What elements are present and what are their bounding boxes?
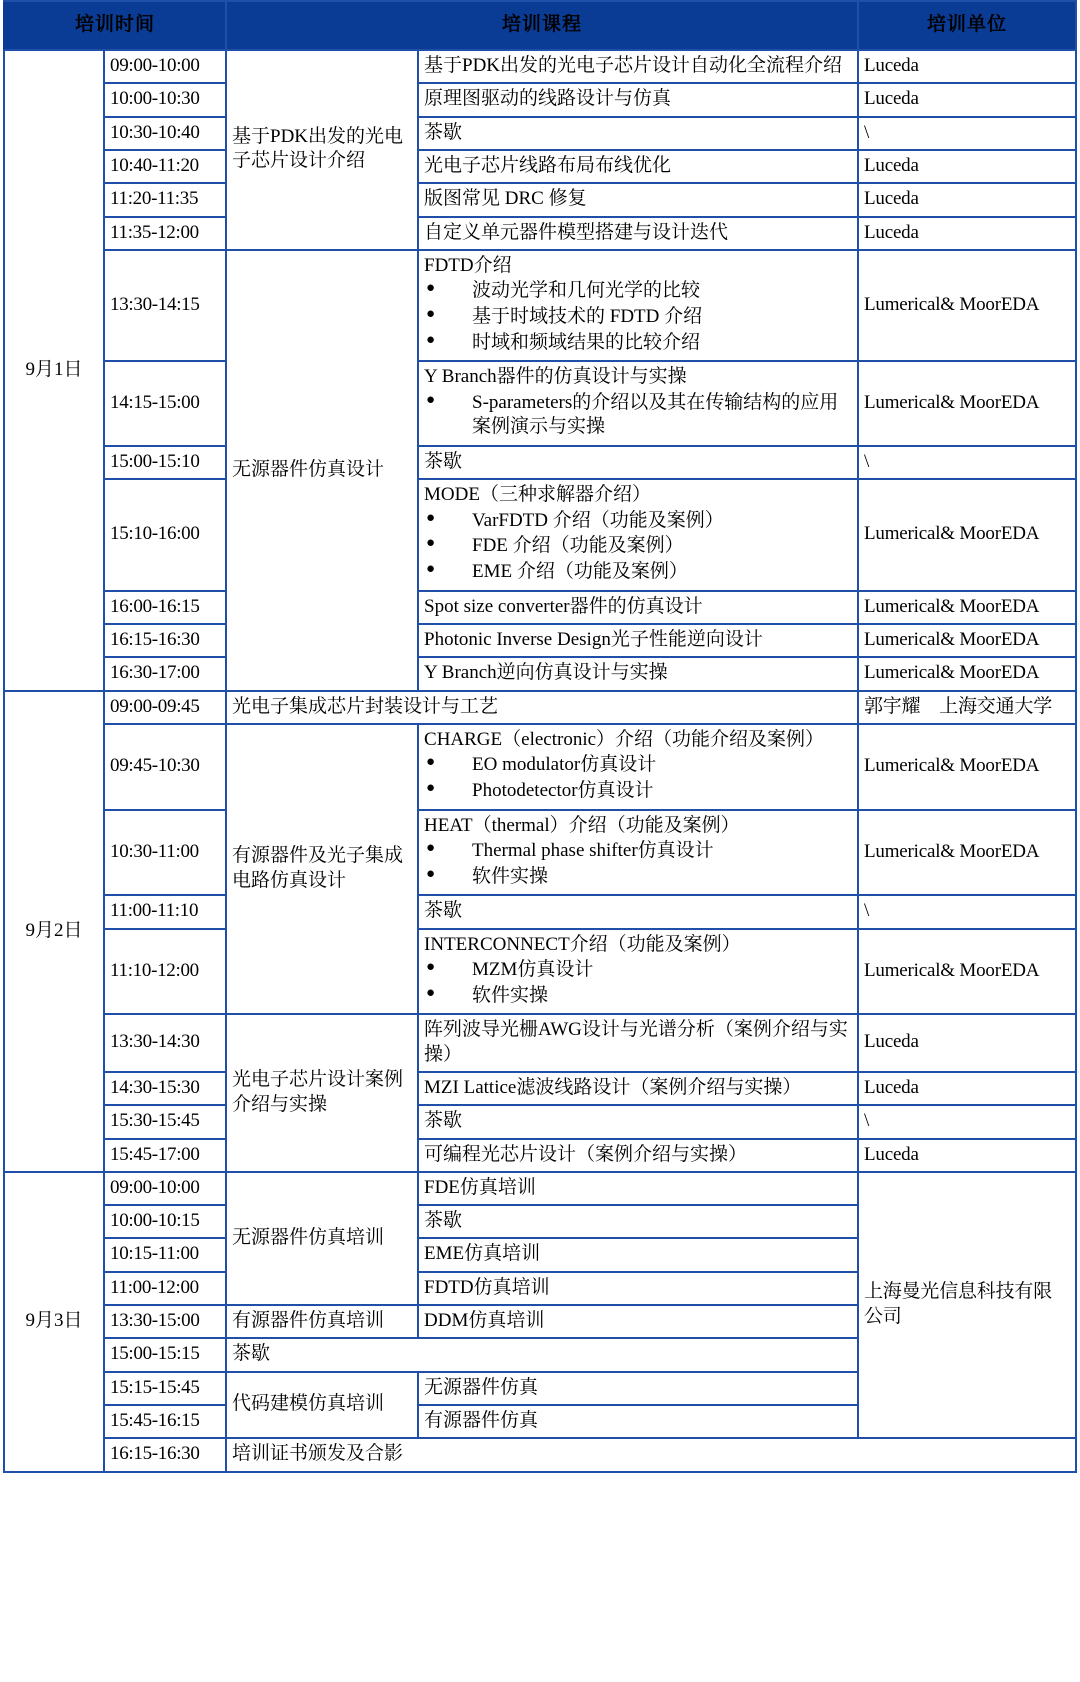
table-row <box>4 810 1076 896</box>
topic-cell: 基于PDK出发的光电子芯片设计介绍 <box>226 50 418 250</box>
time-cell: 15:15-15:45 <box>104 1372 226 1405</box>
table-row <box>4 1105 1076 1138</box>
course-cell: 版图常见 DRC 修复 <box>418 183 858 216</box>
time-cell: 10:30-11:00 <box>104 810 226 896</box>
course-cell: 茶歇 <box>418 895 858 928</box>
unit-cell: \ <box>858 1105 1076 1138</box>
time-cell: 16:15-16:30 <box>104 1438 226 1471</box>
course-bullet-item: ● Thermal phase shifter仿真设计 <box>424 839 852 864</box>
table-row <box>4 1014 1076 1072</box>
course-lead: HEAT（thermal）介绍（功能及案例） <box>424 814 740 836</box>
course-cell: Spot size converter器件的仿真设计 <box>418 591 858 624</box>
course-cell: 自定义单元器件模型搭建与设计迭代 <box>418 217 858 250</box>
time-cell: 09:00-10:00 <box>104 1172 226 1205</box>
topic-cell: 有源器件及光子集成电路仿真设计 <box>226 724 418 1014</box>
time-cell: 16:15-16:30 <box>104 624 226 657</box>
time-cell: 16:30-17:00 <box>104 657 226 690</box>
course-cell: 茶歇 <box>418 1205 858 1238</box>
course-lead: INTERCONNECT介绍（功能及案例） <box>424 933 741 955</box>
course-bullet-item: ● EME 介绍（功能及案例） <box>424 560 852 585</box>
table-row <box>4 217 1076 250</box>
table-row <box>4 691 1076 724</box>
topic-cell: 有源器件仿真培训 <box>226 1305 418 1338</box>
unit-cell: Lumerical& MoorEDA <box>858 624 1076 657</box>
time-cell: 11:00-12:00 <box>104 1272 226 1305</box>
unit-cell: Lumerical& MoorEDA <box>858 810 1076 896</box>
unit-cell: Luceda <box>858 1139 1076 1172</box>
table-header <box>4 1 1076 50</box>
time-cell: 15:00-15:15 <box>104 1338 226 1371</box>
course-cell <box>418 929 858 1015</box>
course-cell: 光电子芯片线路布局布线优化 <box>418 150 858 183</box>
unit-cell: Luceda <box>858 1072 1076 1105</box>
unit-cell: Lumerical& MoorEDA <box>858 657 1076 690</box>
time-cell: 13:30-14:30 <box>104 1014 226 1072</box>
time-cell: 09:00-10:00 <box>104 50 226 83</box>
course-lead: MODE（三种求解器介绍） <box>424 484 651 506</box>
course-bullet-item: ● EO modulator仿真设计 <box>424 753 852 778</box>
unit-cell: Lumerical& MoorEDA <box>858 724 1076 810</box>
course-bullet-item: ● MZM仿真设计 <box>424 958 852 983</box>
course-bullet-item: ● 基于时域技术的 FDTD 介绍 <box>424 305 852 330</box>
course-bullet-list <box>424 509 852 585</box>
course-cell <box>418 810 858 896</box>
table-row <box>4 1139 1076 1172</box>
unit-cell: Lumerical& MoorEDA <box>858 361 1076 446</box>
course-cell <box>418 361 858 446</box>
unit-cell: Luceda <box>858 50 1076 83</box>
day-cell-2: 9月2日 <box>4 691 104 1172</box>
unit-cell: Luceda <box>858 217 1076 250</box>
table-row <box>4 929 1076 1015</box>
course-cell <box>418 479 858 590</box>
time-cell: 10:15-11:00 <box>104 1238 226 1271</box>
time-cell: 15:00-15:10 <box>104 446 226 479</box>
table-row <box>4 83 1076 116</box>
course-bullet-item: ● VarFDTD 介绍（功能及案例） <box>424 509 852 534</box>
course-cell: FDE仿真培训 <box>418 1172 858 1205</box>
course-cell: 茶歇 <box>226 1338 858 1371</box>
course-cell: 光电子集成芯片封装设计与工艺 <box>226 691 858 724</box>
course-bullet-list <box>424 391 852 440</box>
course-bullet-list <box>424 839 852 889</box>
course-cell: 有源器件仿真 <box>418 1405 858 1438</box>
course-cell: DDM仿真培训 <box>418 1305 858 1338</box>
time-cell: 16:00-16:15 <box>104 591 226 624</box>
time-cell: 14:30-15:30 <box>104 1072 226 1105</box>
unit-cell: Lumerical& MoorEDA <box>858 479 1076 590</box>
unit-cell: 郭宇耀 上海交通大学 <box>858 691 1076 724</box>
header-training-course: 培训课程 <box>226 1 858 50</box>
course-bullet-item: ● FDE 介绍（功能及案例） <box>424 534 852 559</box>
course-bullet-item: ● 时域和频域结果的比较介绍 <box>424 331 852 356</box>
table-row <box>4 361 1076 446</box>
course-bullet-item: ● 软件实操 <box>424 865 852 890</box>
header-training-time: 培训时间 <box>4 1 226 50</box>
table-row <box>4 446 1076 479</box>
topic-cell: 光电子芯片设计案例介绍与实操 <box>226 1014 418 1172</box>
table-row <box>4 724 1076 810</box>
unit-cell: Luceda <box>858 183 1076 216</box>
header-training-unit: 培训单位 <box>858 1 1076 50</box>
time-cell: 13:30-14:15 <box>104 250 226 361</box>
topic-cell: 无源器件仿真设计 <box>226 250 418 691</box>
course-cell: FDTD仿真培训 <box>418 1272 858 1305</box>
course-bullet-list <box>424 958 852 1008</box>
time-cell: 11:00-11:10 <box>104 895 226 928</box>
unit-cell: Lumerical& MoorEDA <box>858 250 1076 361</box>
time-cell: 15:45-17:00 <box>104 1139 226 1172</box>
table-row <box>4 50 1076 83</box>
table-row <box>4 1438 1076 1471</box>
unit-cell: Lumerical& MoorEDA <box>858 929 1076 1015</box>
unit-cell: \ <box>858 117 1076 150</box>
unit-cell: Lumerical& MoorEDA <box>858 591 1076 624</box>
course-cell: 原理图驱动的线路设计与仿真 <box>418 83 858 116</box>
course-cell: 阵列波导光栅AWG设计与光谱分析（案例介绍与实操） <box>418 1014 858 1072</box>
time-cell: 11:20-11:35 <box>104 183 226 216</box>
schedule-table <box>3 0 1077 1473</box>
time-cell: 09:00-09:45 <box>104 691 226 724</box>
course-cell: 茶歇 <box>418 446 858 479</box>
course-bullet-item: ● 软件实操 <box>424 984 852 1009</box>
time-cell: 09:45-10:30 <box>104 724 226 810</box>
course-cell <box>418 250 858 361</box>
time-cell: 11:10-12:00 <box>104 929 226 1015</box>
course-cell: Photonic Inverse Design光子性能逆向设计 <box>418 624 858 657</box>
topic-cell: 无源器件仿真培训 <box>226 1172 418 1305</box>
course-cell: MZI Lattice滤波线路设计（案例介绍与实操） <box>418 1072 858 1105</box>
course-cell: 可编程光芯片设计（案例介绍与实操） <box>418 1139 858 1172</box>
course-bullet-list <box>424 753 852 803</box>
course-lead: CHARGE（electronic）介绍（功能介绍及案例） <box>424 728 825 750</box>
table-body <box>4 50 1076 1472</box>
time-cell: 11:35-12:00 <box>104 217 226 250</box>
unit-cell: Luceda <box>858 150 1076 183</box>
table-row <box>4 624 1076 657</box>
table-row <box>4 1072 1076 1105</box>
table-row <box>4 591 1076 624</box>
course-cell: 茶歇 <box>418 1105 858 1138</box>
course-cell: 培训证书颁发及合影 <box>226 1438 1076 1471</box>
course-cell: EME仿真培训 <box>418 1238 858 1271</box>
time-cell: 10:00-10:15 <box>104 1205 226 1238</box>
course-cell: 茶歇 <box>418 117 858 150</box>
time-cell: 15:30-15:45 <box>104 1105 226 1138</box>
time-cell: 10:00-10:30 <box>104 83 226 116</box>
unit-cell: Luceda <box>858 1014 1076 1072</box>
course-cell <box>418 724 858 810</box>
table-row <box>4 117 1076 150</box>
time-cell: 10:40-11:20 <box>104 150 226 183</box>
table-row <box>4 1172 1076 1205</box>
day-cell-1: 9月1日 <box>4 50 104 691</box>
time-cell: 15:10-16:00 <box>104 479 226 590</box>
time-cell: 13:30-15:00 <box>104 1305 226 1338</box>
table-row <box>4 150 1076 183</box>
course-bullet-item: ● 波动光学和几何光学的比较 <box>424 279 852 304</box>
topic-cell: 代码建模仿真培训 <box>226 1372 418 1439</box>
course-cell: 无源器件仿真 <box>418 1372 858 1405</box>
time-cell: 15:45-16:15 <box>104 1405 226 1438</box>
day-cell-3: 9月3日 <box>4 1172 104 1472</box>
course-bullet-item: ● Photodetector仿真设计 <box>424 779 852 804</box>
course-bullet-list <box>424 279 852 355</box>
table-row <box>4 479 1076 590</box>
unit-cell: 上海曼光信息科技有限公司 <box>858 1172 1076 1439</box>
time-cell: 14:15-15:00 <box>104 361 226 446</box>
table-row <box>4 657 1076 690</box>
course-cell: Y Branch逆向仿真设计与实操 <box>418 657 858 690</box>
unit-cell: \ <box>858 895 1076 928</box>
unit-cell: Luceda <box>858 83 1076 116</box>
time-cell: 10:30-10:40 <box>104 117 226 150</box>
unit-cell: \ <box>858 446 1076 479</box>
course-lead: Y Branch器件的仿真设计与实操 <box>424 366 687 388</box>
course-lead: FDTD介绍 <box>424 254 512 276</box>
table-row <box>4 895 1076 928</box>
header-row <box>4 1 1076 50</box>
course-bullet-item: ● S-parameters的介绍以及其在传输结构的应用案例演示与实操 <box>424 391 852 440</box>
table-row <box>4 250 1076 361</box>
table-row <box>4 183 1076 216</box>
course-cell: 基于PDK出发的光电子芯片设计自动化全流程介绍 <box>418 50 858 83</box>
